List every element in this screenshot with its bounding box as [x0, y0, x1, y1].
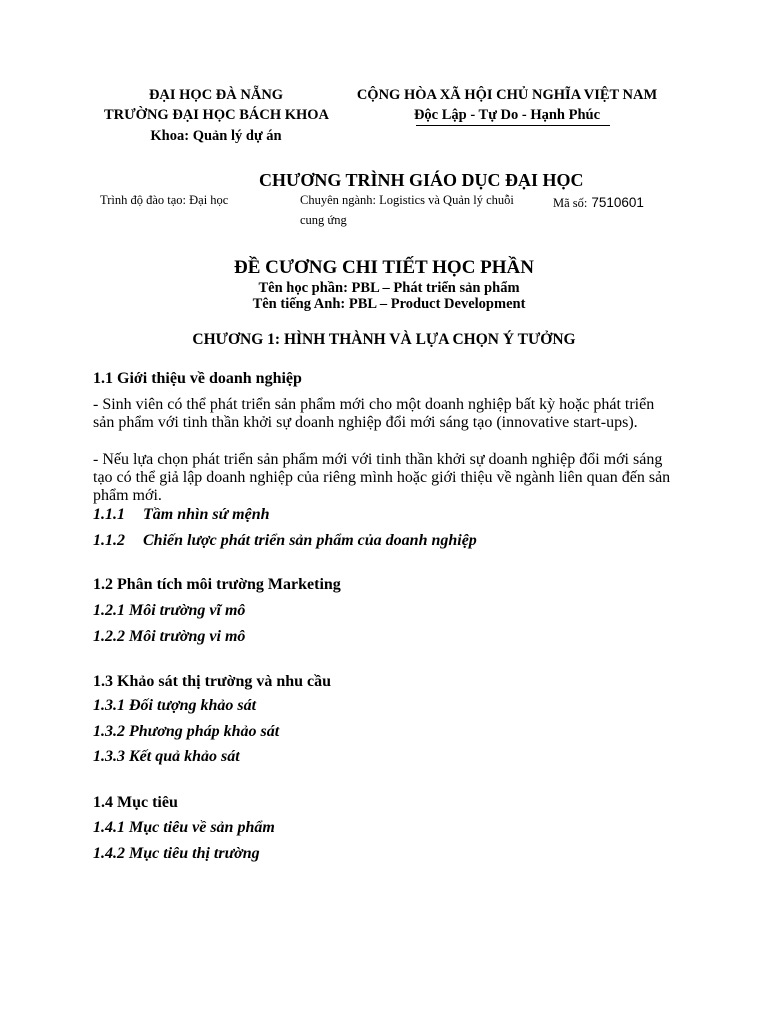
- subsection-1-3-2: 1.3.2 Phương pháp khảo sát: [93, 723, 280, 740]
- course-name-vi: Tên học phần: PBL – Phát triển sản phẩm: [258, 280, 520, 296]
- subsection-text: Chiến lược phát triển sản phẩm của doanh nghiệp: [143, 532, 477, 549]
- program-code-value: 7510601: [591, 195, 644, 210]
- outline-title: ĐỀ CƯƠNG CHI TIẾT HỌC PHẦN: [234, 257, 534, 278]
- subsection-text: Tầm nhìn sứ mệnh: [143, 506, 270, 523]
- subsection-1-4-2: 1.4.2 Mục tiêu thị trường: [93, 845, 260, 862]
- major-line1: Chuyên ngành: Logistics và Quản lý chuỗi: [300, 193, 514, 207]
- course-name-en: Tên tiếng Anh: PBL – Product Development: [252, 296, 526, 312]
- subsection-1-1-1: [93, 506, 270, 524]
- chapter-title: CHƯƠNG 1: HÌNH THÀNH VÀ LỰA CHỌN Ý TƯỞNG: [192, 331, 576, 348]
- national-motto: Độc Lập - Tự Do - Hạnh Phúc: [413, 107, 601, 123]
- section-1-1-heading: 1.1 Giới thiệu về doanh nghiệp: [93, 370, 302, 387]
- school-name: TRƯỜNG ĐẠI HỌC BÁCH KHOA: [104, 107, 330, 123]
- faculty-name: Khoa: Quản lý dự án: [150, 128, 282, 144]
- section-1-1-para2: - Nếu lựa chọn phát triển sản phẩm mới với tinh thần khởi sự doanh nghiệp đổi mới sáng tạo có thể giả lập doanh nghiệp của riêng mình hoặc giới thiệu về ngành liên quan đến sản phẩm mới.: [93, 451, 671, 504]
- training-level: Trình độ đào tạo: Đại học: [100, 193, 229, 207]
- subsection-1-1-2: [93, 532, 477, 550]
- university-name: ĐẠI HỌC ĐÀ NẴNG: [148, 87, 284, 103]
- subsection-1-2-2: 1.2.2 Môi trường vi mô: [93, 628, 246, 645]
- section-1-2-heading: 1.2 Phân tích môi trường Marketing: [93, 576, 341, 593]
- program-code-label: Mã số:: [553, 196, 588, 210]
- motto-underline: [416, 125, 610, 126]
- major-line2: cung ứng: [300, 213, 347, 227]
- section-1-3-heading: 1.3 Khảo sát thị trường và nhu cầu: [93, 673, 332, 690]
- subsection-number: 1.1.2: [93, 532, 125, 549]
- program-code: [553, 194, 644, 212]
- subsection-number: 1.1.1: [93, 506, 125, 523]
- subsection-1-3-1: 1.3.1 Đối tượng khảo sát: [93, 697, 257, 714]
- section-1-4-heading: 1.4 Mục tiêu: [93, 794, 178, 811]
- subsection-1-4-1: 1.4.1 Mục tiêu về sản phẩm: [93, 819, 275, 836]
- country-name: CỘNG HÒA XÃ HỘI CHỦ NGHĨA VIỆT NAM: [356, 87, 658, 103]
- section-1-1-para1: - Sinh viên có thể phát triển sản phẩm mới cho một doanh nghiệp bất kỳ hoặc phát triển sản phẩm với tinh thần khởi sự doanh nghiệp đổi mới sáng tạo (innovative start-ups).: [93, 396, 655, 431]
- subsection-1-3-3: 1.3.3 Kết quả khảo sát: [93, 748, 240, 765]
- subsection-1-2-1: 1.2.1 Môi trường vĩ mô: [93, 602, 246, 619]
- program-title: CHƯƠNG TRÌNH GIÁO DỤC ĐẠI HỌC: [259, 170, 584, 190]
